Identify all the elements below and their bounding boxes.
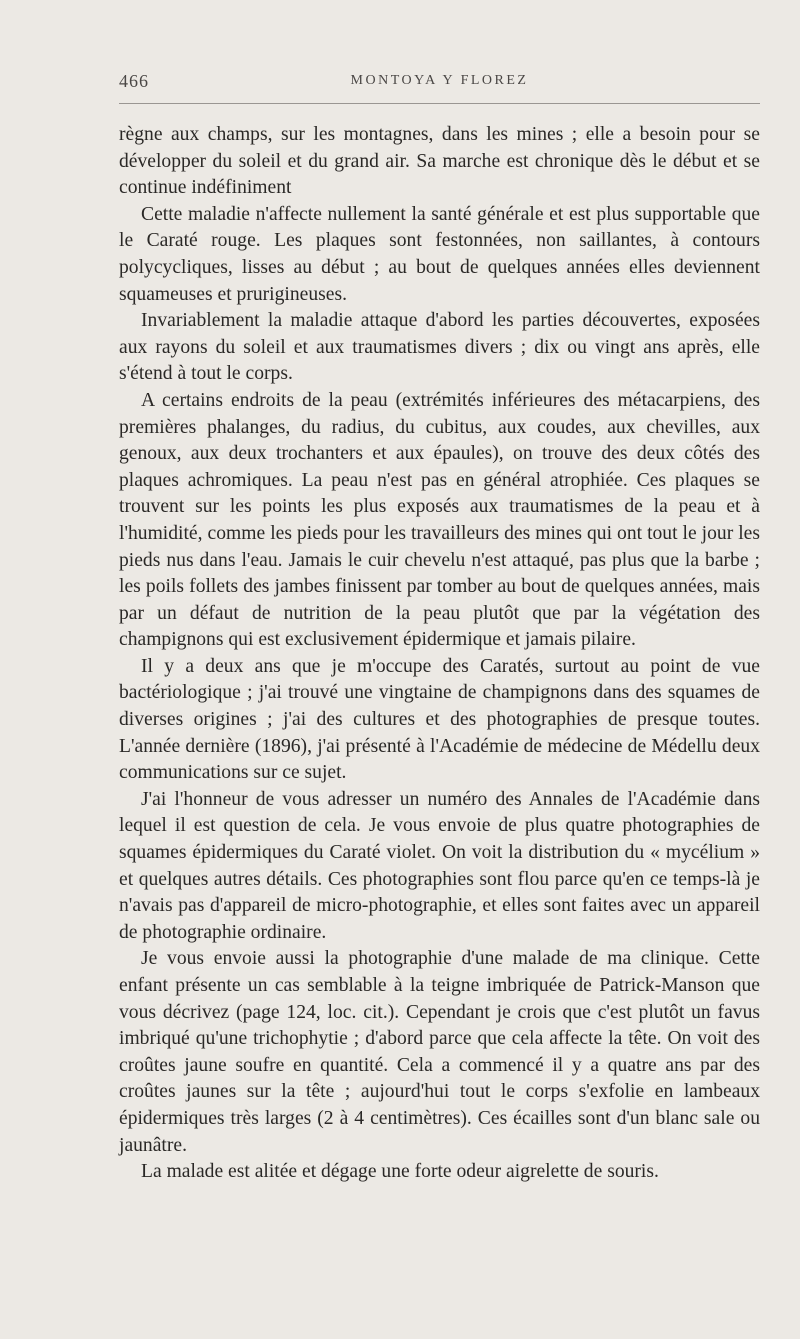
paragraph: règne aux champs, sur les montagnes, dans les mines ; elle a besoin pour se développer du soleil et du grand air. Sa marche est chronique dès le début et se continue indéfiniment [119,124,760,199]
paragraph: J'ai l'honneur de vous adresser un numéro des Annales de l'Académie dans lequel il est question de cela. Je vous envoie de plus quatre photographies de squames épidermiques du Caraté violet. On voit la distribution du « mycélium » et quelques autres détails. Ces photographies sont flou parce qu'en ce temps-là je n'avais pas d'appareil de micro-photographie, et elles sont faites avec un appareil de photographie ordinaire. [119,788,760,943]
running-title: MONTOYA Y FLOREZ [350,73,529,88]
paragraph: La malade est alitée et dégage une forte odeur aigrelette de souris. [141,1161,659,1183]
header-rule [119,103,760,104]
paragraph: Invariablement la maladie attaque d'abord les parties découvertes, exposées aux rayons du soleil et aux traumatismes divers ; dix ou vingt ans après, elle s'étend à tout le corps. [119,310,760,385]
paragraph: Cette maladie n'affecte nullement la santé générale et est plus supportable que le Caraté rouge. Les plaques sont festonnées, non saillantes, à contours polycycliques, lisses au début ; au bout de quelques années elles deviennent squameuses et prurigineuses. [119,203,760,305]
running-head [119,71,760,93]
paragraph: Je vous envoie aussi la photographie d'une malade de ma clinique. Cette enfant présente un cas semblable à la teigne imbriquée de Patrick-Manson que vous décrivez (page 124, loc. cit.). Cependant je crois que c'est plutôt un favus imbriqué qu'une trichophytie ; d'abord parce que cela affecte la tête. On voit des croûtes jaune soufre en quantité. Cela a commencé il y a quatre ans par des croûtes jaunes sur la tête ; aujourd'hui tout le corps s'exfolie en lambeaux épidermiques très larges (2 à 4 centimètres). Ces écailles sont d'un blanc sale ou jaunâtre. [119,948,760,1156]
paragraph: Il y a deux ans que je m'occupe des Caratés, surtout au point de vue bactériologique ; j'ai trouvé une vingtaine de champignons dans des squames de diverses origines ; j'ai des cultures et des photographies de presque toutes. L'année dernière (1896), j'ai présenté à l'Académie de médecine de Médellu deux communications sur ce sujet. [119,655,760,784]
page-number: 466 [119,71,149,91]
body-text [119,122,760,1186]
paragraph: A certains endroits de la peau (extrémités inférieures des métacarpiens, des premières phalanges, du radius, du cubitus, aux coudes, aux chevilles, aux genoux, aux deux trochanters et aux épaules), on trouve des deux côtés des plaques achromiques. La peau n'est pas en général atrophiée. Ces plaques se trouvent sur les points les plus exposés aux traumatismes de la peau et à l'humidité, comme les pieds pour les travailleurs des mines qui ont tout le jour les pieds nus dans l'eau. Jamais le cuir chevelu n'est attaqué, pas plus que la barbe ; les poils follets des jambes finissent par tomber au bout de quelques années, mais par un défaut de nutrition de la peau plutôt que par la végétation des champignons qui est exclusivement épidermique et jamais pilaire. [119,389,760,651]
